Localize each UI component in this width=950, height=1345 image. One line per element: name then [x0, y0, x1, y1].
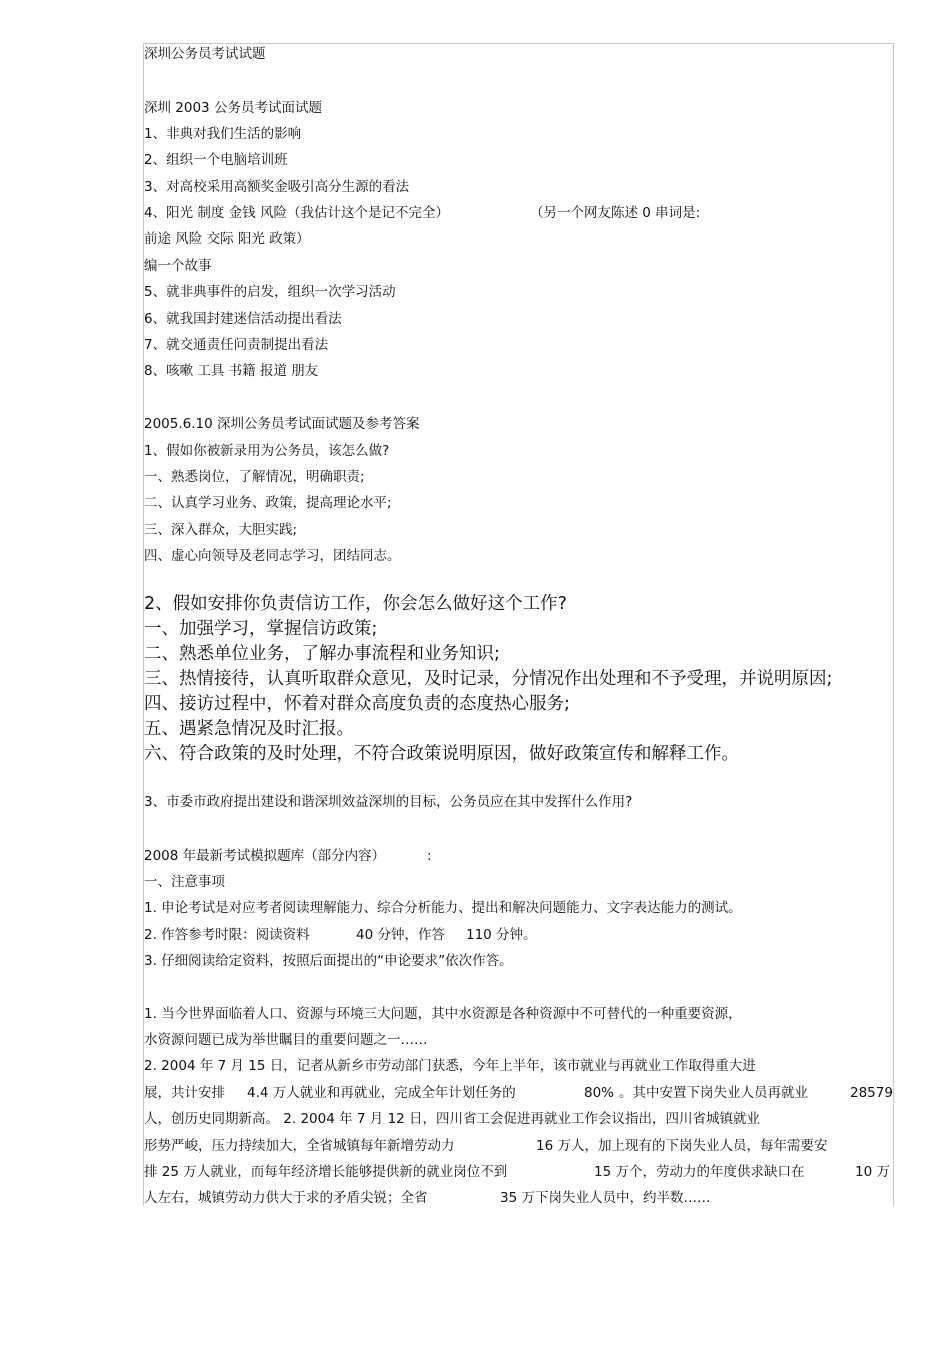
material-line-part: 80%	[584, 1085, 615, 1101]
note-item: 1. 申论考试是对应考者阅读理解能力、综合分析能力、提出和解决问题能力、文字表达能力的测试。	[144, 900, 742, 916]
material-line-part: 15 万个，劳动力的年度供求缺口在	[594, 1164, 805, 1180]
note-item: 3. 仔细阅读给定资料，按照后面提出的“申论要求”依次作答。	[144, 953, 513, 969]
answer-item: 三、深入群众，大胆实践;	[144, 522, 298, 538]
material-line-part: 。其中安置下岗失业人员再就业	[619, 1085, 808, 1101]
material-line: 展，共计安排	[144, 1085, 225, 1101]
answer-item: 二、认真学习业务、政策，提高理论水平;	[144, 495, 392, 511]
material-line: 水资源问题已成为举世瞩目的重要问题之一……	[144, 1032, 428, 1048]
note-item-part: 110 分钟。	[466, 927, 537, 943]
material-line: 人，创历史同期新高。 2. 2004 年 7 月 12 日，四川省工会促进再就业工作会议指出，四川省城镇就业	[144, 1111, 761, 1127]
material-line-part: 35 万下岗失业人员中，约半数……	[500, 1190, 711, 1206]
answer-item: 一、熟悉岗位，了解情况，明确职责;	[144, 469, 365, 485]
list-item-note: （另一个网友陈述 0 串词是:	[530, 205, 701, 221]
material-line-part: 10 万	[855, 1164, 890, 1180]
section-heading-2005: 2005.6.10 深圳公务员考试面试题及参考答案	[144, 416, 420, 432]
material-line: 人左右，城镇劳动力供大于求的矛盾尖锐；全省	[144, 1190, 428, 1206]
list-item: 2、组织一个电脑培训班	[144, 152, 288, 168]
material-line: 形势严峻，压力持续加大，全省城镇每年新增劳动力	[144, 1138, 455, 1154]
answer-item: 一、加强学习，掌握信访政策;	[144, 619, 378, 639]
list-item: 编一个故事	[144, 258, 212, 274]
list-item: 3、对高校采用高额奖金吸引高分生源的看法	[144, 179, 410, 195]
heading-colon: :	[427, 848, 432, 864]
question-2: 2、假如安排你负责信访工作，你会怎么做好这个工作?	[144, 594, 567, 614]
note-item-part: 40 分钟，作答	[356, 927, 445, 943]
material-line-part: 28579	[850, 1085, 893, 1101]
answer-item: 四、接访过程中，怀着对群众高度负责的态度热心服务;	[144, 694, 570, 714]
list-item: 4、阳光 制度 金钱 风险（我估计这个是记不完全）	[144, 205, 449, 221]
material-line: 1. 当今世界面临着人口、资源与环境三大问题，其中水资源是各种资源中不可替代的一种重要资源，	[144, 1006, 742, 1022]
material-line-part: 4.4 万人就业和再就业，完成全年计划任务的	[247, 1085, 516, 1101]
list-item: 6、就我国封建迷信活动提出看法	[144, 311, 342, 327]
note-item: 2. 作答参考时限：阅读资料	[144, 927, 310, 943]
answer-item: 四、虚心向领导及老同志学习，团结同志。	[144, 548, 401, 564]
question-1: 1、假如你被新录用为公务员，该怎么做?	[144, 443, 390, 459]
material-line: 2. 2004 年 7 月 15 日，记者从新乡市劳动部门获悉，今年上半年，该市就业与再就业工作取得重大进	[144, 1058, 756, 1074]
answer-item: 六、符合政策的及时处理，不符合政策说明原因，做好政策宣传和解释工作。	[144, 744, 739, 764]
section-heading-2008: 2008 年最新考试模拟题库（部分内容）	[144, 848, 386, 864]
list-item: 7、就交通责任问责制提出看法	[144, 337, 329, 353]
list-item: 前途 风险 交际 阳光 政策）	[144, 231, 310, 247]
section-heading-2003: 深圳 2003 公务员考试面试题	[144, 100, 322, 116]
list-item: 5、就非典事件的启发，组织一次学习活动	[144, 284, 396, 300]
question-3: 3、市委市政府提出建设和谐深圳效益深圳的目标，公务员应在其中发挥什么作用?	[144, 794, 633, 810]
list-item: 8、咳嗽 工具 书籍 报道 朋友	[144, 363, 319, 379]
answer-item: 五、遇紧急情况及时汇报。	[144, 719, 354, 739]
answer-item: 二、熟悉单位业务，了解办事流程和业务知识;	[144, 644, 500, 664]
material-line-part: 16 万人，加上现有的下岗失业人员，每年需要安	[536, 1138, 828, 1154]
list-item: 1、非典对我们生活的影响	[144, 126, 302, 142]
material-line: 排 25 万人就业，而每年经济增长能够提供新的就业岗位不到	[144, 1164, 508, 1180]
page-title: 深圳公务员考试试题	[144, 46, 266, 62]
notes-title: 一、注意事项	[144, 874, 225, 890]
answer-item: 三、热情接待，认真听取群众意见，及时记录，分情况作出处理和不予受理，并说明原因;	[144, 669, 833, 689]
